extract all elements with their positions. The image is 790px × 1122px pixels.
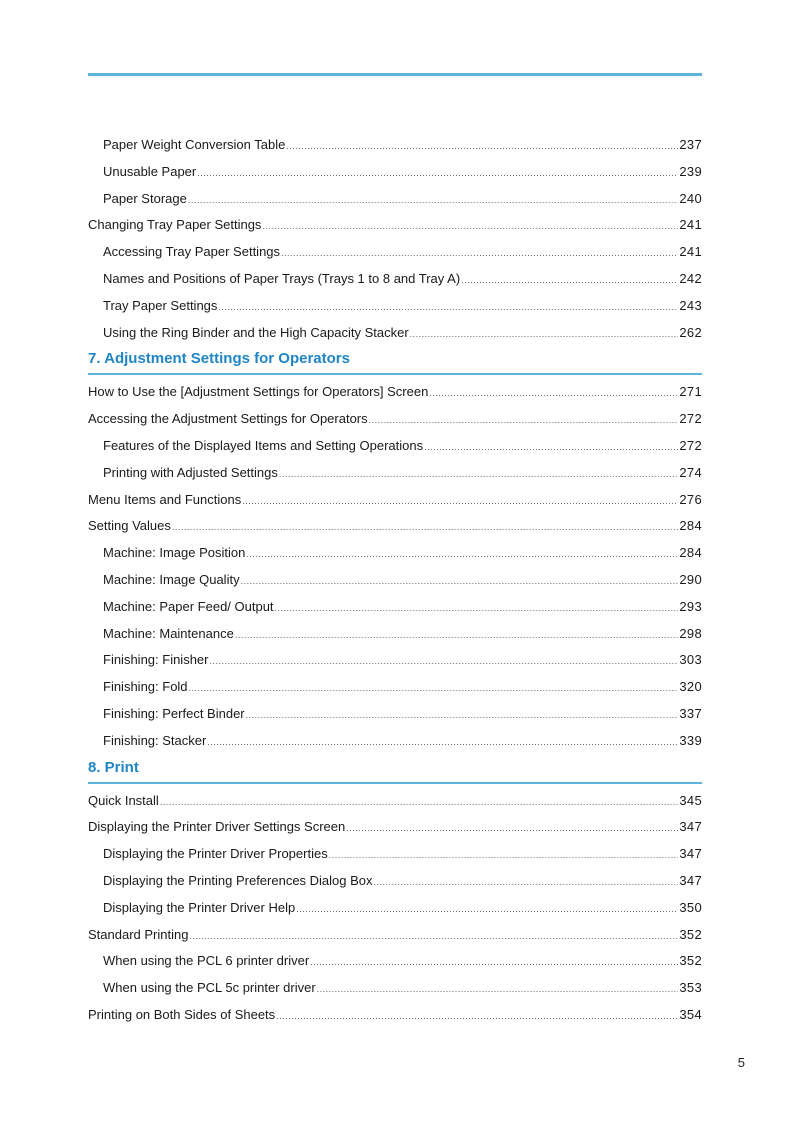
toc-entry-page: 303 bbox=[679, 652, 702, 668]
dot-leader bbox=[429, 380, 678, 407]
toc-entry-title: When using the PCL 6 printer driver bbox=[103, 953, 310, 969]
toc-entry[interactable] bbox=[88, 159, 702, 186]
toc-entry[interactable] bbox=[88, 814, 702, 841]
toc-entry-page: 347 bbox=[679, 819, 702, 835]
toc-entry-page: 240 bbox=[679, 190, 702, 206]
toc-entry[interactable] bbox=[88, 841, 702, 868]
dot-leader bbox=[235, 622, 679, 649]
page-number: 5 bbox=[737, 1055, 745, 1070]
toc-entry-page: 352 bbox=[679, 953, 702, 969]
dot-leader bbox=[241, 568, 679, 595]
toc-entry-title: Standard Printing bbox=[88, 926, 189, 942]
toc-entry[interactable] bbox=[88, 788, 702, 815]
toc-entry-page: 337 bbox=[679, 705, 702, 721]
header-rule bbox=[88, 73, 702, 76]
toc-entry-page: 272 bbox=[679, 437, 702, 453]
toc-entry-title: Displaying the Printer Driver Settings Screen bbox=[88, 819, 346, 835]
dot-leader bbox=[424, 434, 678, 461]
toc-entry-page: 239 bbox=[679, 163, 702, 179]
dot-leader bbox=[461, 267, 678, 294]
chapter-heading[interactable]: 8. Print bbox=[88, 756, 702, 784]
toc-entry[interactable] bbox=[88, 132, 702, 159]
dot-leader bbox=[276, 1003, 678, 1030]
toc-entry-title: Tray Paper Settings bbox=[103, 297, 218, 313]
toc-entry-title: Paper Storage bbox=[103, 190, 187, 206]
toc-entry[interactable] bbox=[88, 621, 702, 648]
toc-entry-title: Paper Weight Conversion Table bbox=[103, 137, 286, 152]
table-of-contents bbox=[88, 132, 702, 1029]
toc-entry-page: 237 bbox=[679, 137, 702, 152]
toc-entry[interactable] bbox=[88, 513, 702, 540]
dot-leader bbox=[246, 702, 679, 729]
toc-entry[interactable] bbox=[88, 487, 702, 514]
dot-leader bbox=[189, 923, 678, 950]
dot-leader bbox=[207, 729, 678, 756]
toc-entry-page: 276 bbox=[679, 491, 702, 507]
toc-entry-title: Quick Install bbox=[88, 792, 159, 808]
toc-entry-title: Unusable Paper bbox=[103, 163, 197, 179]
toc-entry-page: 352 bbox=[679, 926, 702, 942]
toc-entry-page: 350 bbox=[679, 899, 702, 915]
dot-leader bbox=[286, 133, 678, 160]
toc-entry-title: Features of the Displayed Items and Setting Operations bbox=[103, 437, 424, 453]
dot-leader bbox=[329, 842, 679, 869]
dot-leader bbox=[310, 949, 678, 976]
dot-leader bbox=[281, 240, 678, 267]
toc-entry[interactable] bbox=[88, 320, 702, 347]
dot-leader bbox=[189, 675, 679, 702]
toc-entry-title: Accessing Tray Paper Settings bbox=[103, 244, 281, 260]
toc-entry-page: 284 bbox=[679, 518, 702, 534]
toc-entry[interactable] bbox=[88, 406, 702, 433]
toc-entry[interactable] bbox=[88, 239, 702, 266]
toc-entry-page: 353 bbox=[679, 980, 702, 996]
toc-entry-page: 293 bbox=[679, 598, 702, 614]
toc-entry[interactable] bbox=[88, 895, 702, 922]
toc-entry[interactable] bbox=[88, 540, 702, 567]
toc-entry-title: Accessing the Adjustment Settings for Operators bbox=[88, 411, 368, 427]
toc-entry-page: 320 bbox=[679, 679, 702, 695]
dot-leader bbox=[262, 213, 678, 240]
toc-entry-page: 241 bbox=[679, 244, 702, 260]
toc-entry[interactable] bbox=[88, 1002, 702, 1029]
toc-entry[interactable] bbox=[88, 674, 702, 701]
toc-entry-title: Machine: Image Quality bbox=[103, 571, 240, 587]
toc-entry-title: Using the Ring Binder and the High Capacity Stacker bbox=[103, 324, 409, 340]
dot-leader bbox=[346, 815, 678, 842]
toc-entry-title: Printing with Adjusted Settings bbox=[103, 464, 278, 480]
toc-entry-page: 284 bbox=[679, 545, 702, 561]
dot-leader bbox=[210, 648, 679, 675]
toc-entry[interactable] bbox=[88, 975, 702, 1002]
toc-entry-page: 345 bbox=[679, 792, 702, 808]
dot-leader bbox=[172, 514, 679, 541]
toc-entry-page: 271 bbox=[679, 384, 702, 400]
toc-entry-title: Displaying the Printer Driver Help bbox=[103, 899, 296, 915]
toc-entry-title: Printing on Both Sides of Sheets bbox=[88, 1006, 276, 1022]
toc-entry-title: How to Use the [Adjustment Settings for Operators] Screen bbox=[88, 384, 429, 400]
dot-leader bbox=[160, 789, 679, 816]
toc-entry-title: Setting Values bbox=[88, 518, 171, 534]
dot-leader bbox=[218, 294, 678, 321]
toc-entry-title: Menu Items and Functions bbox=[88, 491, 242, 507]
toc-entry-title: Finishing: Perfect Binder bbox=[103, 705, 245, 721]
toc-entry[interactable] bbox=[88, 186, 702, 213]
toc-entry-page: 347 bbox=[679, 846, 702, 862]
toc-entry[interactable] bbox=[88, 293, 702, 320]
dot-leader bbox=[296, 896, 678, 923]
dot-leader bbox=[317, 976, 679, 1003]
toc-entry[interactable] bbox=[88, 701, 702, 728]
toc-entry-title: Displaying the Printer Driver Properties bbox=[103, 846, 328, 862]
toc-entry-title: Displaying the Printing Preferences Dialog Box bbox=[103, 872, 373, 888]
dot-leader bbox=[188, 187, 679, 214]
toc-entry[interactable] bbox=[88, 212, 702, 239]
toc-entry-page: 290 bbox=[679, 571, 702, 587]
dot-leader bbox=[197, 160, 678, 187]
toc-entry-page: 298 bbox=[679, 625, 702, 641]
chapter-heading[interactable]: 7. Adjustment Settings for Operators bbox=[88, 347, 702, 375]
dot-leader bbox=[410, 321, 679, 348]
toc-entry-title: Finishing: Stacker bbox=[103, 732, 207, 748]
toc-entry-title: Finishing: Fold bbox=[103, 679, 188, 695]
toc-entry-page: 242 bbox=[679, 270, 702, 286]
toc-entry-title: Names and Positions of Paper Trays (Trays 1 to 8 and Tray A) bbox=[103, 270, 461, 286]
dot-leader bbox=[374, 869, 679, 896]
dot-leader bbox=[246, 541, 678, 568]
dot-leader bbox=[369, 407, 679, 434]
toc-entry-page: 262 bbox=[679, 324, 702, 340]
toc-entry[interactable] bbox=[88, 868, 702, 895]
dot-leader bbox=[279, 461, 679, 488]
toc-entry-title: Finishing: Finisher bbox=[103, 652, 209, 668]
toc-entry-page: 272 bbox=[679, 411, 702, 427]
toc-entry-title: Machine: Paper Feed/ Output bbox=[103, 598, 274, 614]
toc-entry[interactable] bbox=[88, 594, 702, 621]
toc-entry-page: 347 bbox=[679, 872, 702, 888]
toc-entry[interactable] bbox=[88, 567, 702, 594]
toc-entry[interactable] bbox=[88, 728, 702, 755]
toc-entry[interactable] bbox=[88, 266, 702, 293]
toc-entry[interactable] bbox=[88, 948, 702, 975]
toc-entry-title: Changing Tray Paper Settings bbox=[88, 217, 262, 233]
toc-entry-page: 354 bbox=[679, 1006, 702, 1022]
toc-entry[interactable] bbox=[88, 647, 702, 674]
toc-entry-page: 339 bbox=[679, 732, 702, 748]
toc-entry[interactable] bbox=[88, 379, 702, 406]
toc-entry-title: When using the PCL 5c printer driver bbox=[103, 980, 316, 996]
toc-entry-title: Machine: Image Position bbox=[103, 545, 246, 561]
toc-entry[interactable] bbox=[88, 922, 702, 949]
dot-leader bbox=[242, 488, 678, 515]
dot-leader bbox=[275, 595, 679, 622]
toc-entry-title: Machine: Maintenance bbox=[103, 625, 234, 641]
toc-entry-page: 274 bbox=[679, 464, 702, 480]
toc-entry[interactable] bbox=[88, 460, 702, 487]
toc-entry[interactable] bbox=[88, 433, 702, 460]
toc-entry-page: 243 bbox=[679, 297, 702, 313]
toc-entry-page: 241 bbox=[679, 217, 702, 233]
